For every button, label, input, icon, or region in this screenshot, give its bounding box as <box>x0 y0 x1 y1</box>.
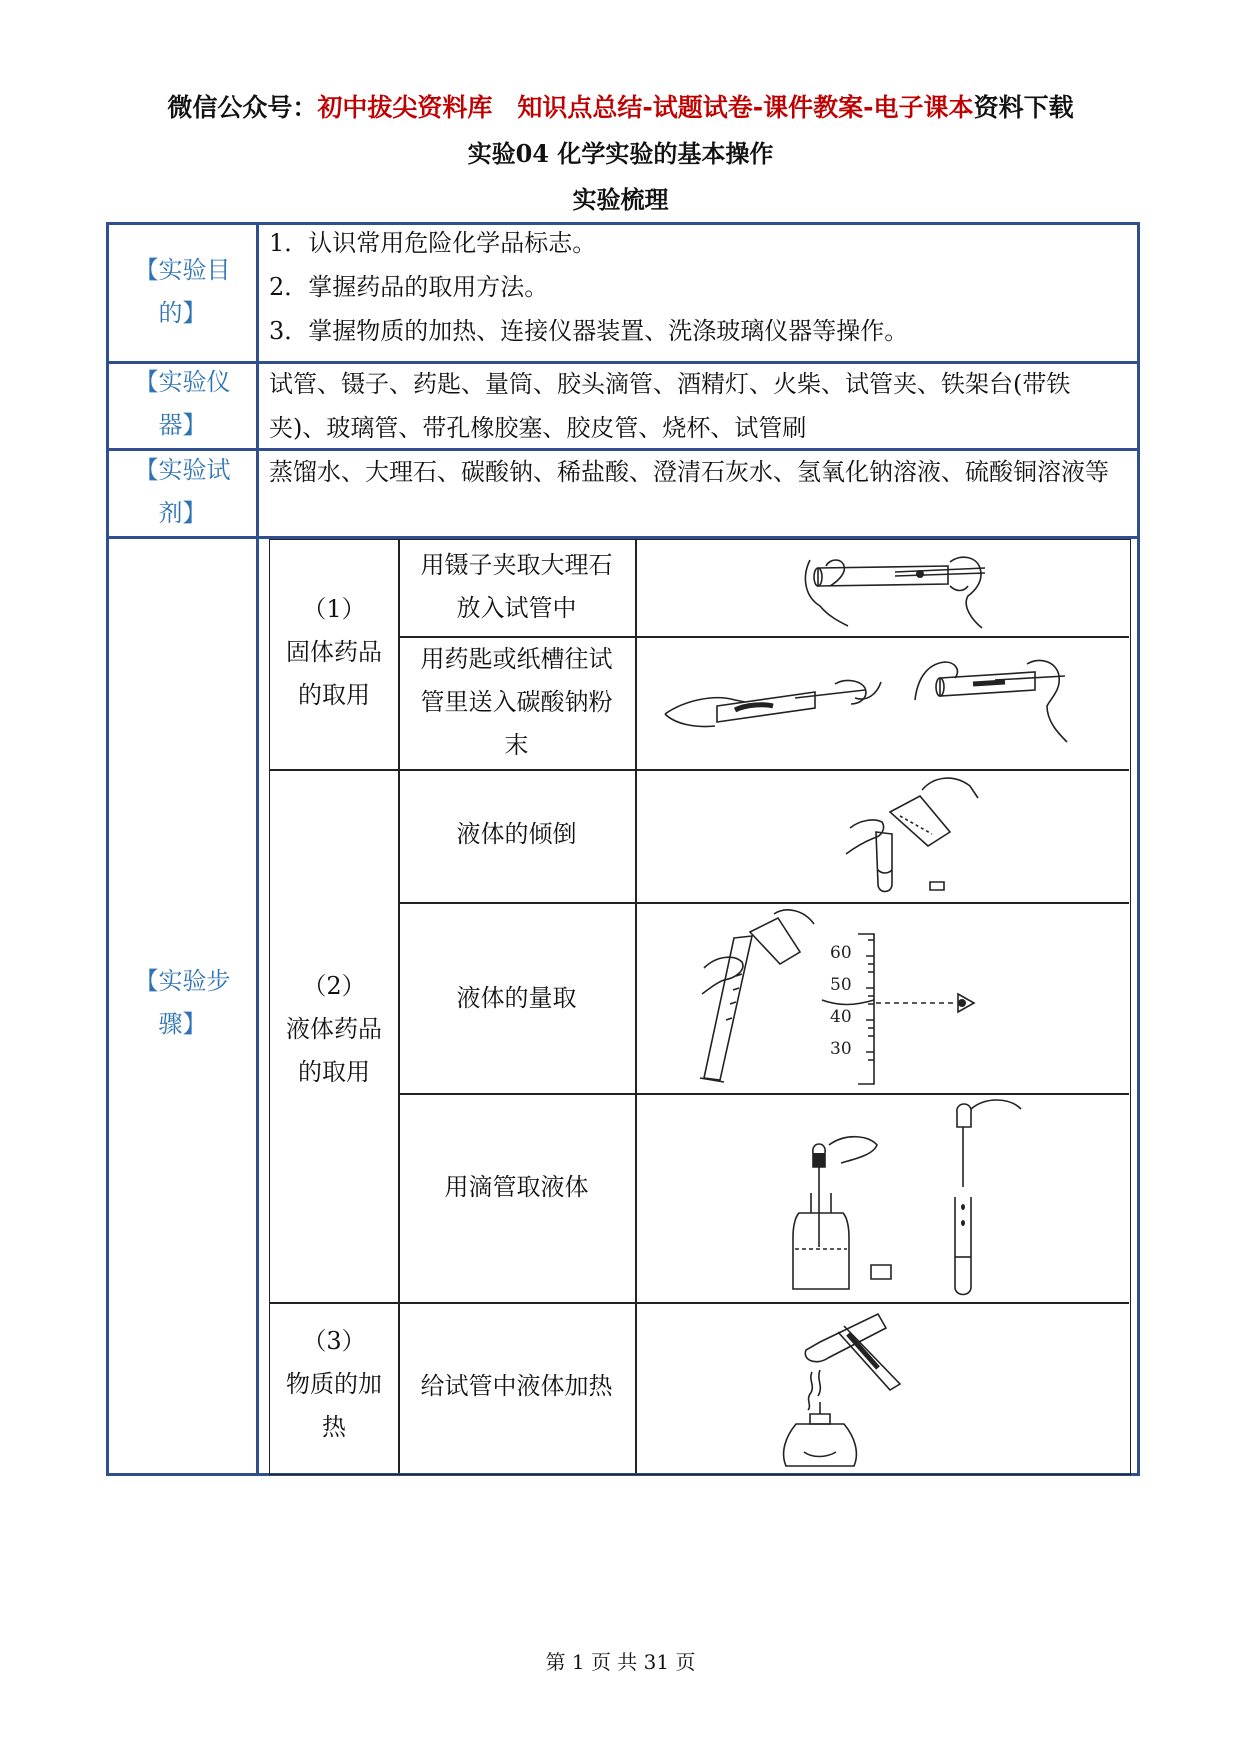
group-divider <box>270 769 1129 771</box>
instruments-label-line2: 器】 <box>158 411 207 439</box>
scale-label: 60 <box>830 943 852 963</box>
group-title-line: 的取用 <box>298 681 370 709</box>
page-title: 实验04 化学实验的基本操作 <box>467 139 774 168</box>
step-text-line: 管里送入碳酸钠粉 <box>420 688 613 716</box>
step-dropper: 用滴管取液体 <box>444 1173 589 1201</box>
purpose-item: 1．认识常用危险化学品标志。 <box>269 229 597 257</box>
group-divider <box>270 1302 1129 1304</box>
instruments-label <box>109 361 256 447</box>
group-title-line: 热 <box>322 1413 346 1441</box>
step-heat-liquid: 给试管中液体加热 <box>420 1372 613 1400</box>
row-divider <box>398 1093 1129 1095</box>
dropper-figure <box>785 1097 1035 1297</box>
group-1-label <box>270 588 398 717</box>
group-title-line: 液体药品 <box>286 1015 382 1043</box>
measure-liquid-figure <box>690 908 990 1088</box>
steps-inner-table <box>269 539 1131 1475</box>
instruments-text: 试管、镊子、药匙、量筒、胶头滴管、酒精灯、火柴、试管夹、铁架台(带铁夹)、玻璃管、带孔橡胶塞、胶皮管、烧杯、试管刷 <box>269 370 1071 442</box>
purpose-label-line2: 的】 <box>158 299 207 327</box>
reagents-label <box>109 449 256 535</box>
steps-label-line1: 【实验步 <box>134 967 231 995</box>
group-title-line: 物质的加 <box>286 1370 382 1398</box>
group-num: （2） <box>302 972 366 1000</box>
experiment-table <box>106 222 1140 1476</box>
section-subtitle: 实验梳理 <box>572 185 669 214</box>
reagents-label-line2: 剂】 <box>158 499 207 527</box>
page-footer: 第 1 页 共 31 页 <box>545 1650 696 1674</box>
instruments-label-line1: 【实验仪 <box>134 368 231 396</box>
scale-label: 50 <box>830 975 852 995</box>
tweezers-marble-figure <box>800 546 1000 630</box>
step-measure-liquid: 液体的量取 <box>456 984 577 1012</box>
step-text-line: 末 <box>504 731 529 759</box>
reagents-text: 蒸馏水、大理石、碳酸钠、稀盐酸、澄清石灰水、氢氧化钠溶液、硫酸铜溶液等 <box>269 458 1109 486</box>
reagents-label-line1: 【实验试 <box>134 456 231 484</box>
group-num: （1） <box>302 595 366 623</box>
scale-label: 30 <box>830 1039 852 1059</box>
purpose-item: 2．掌握药品的取用方法。 <box>269 273 549 301</box>
step-pour-liquid: 液体的倾倒 <box>456 820 577 848</box>
header-banner <box>0 88 1241 124</box>
banner-prefix: 微信公众号： <box>167 93 318 122</box>
inner-col-divider <box>635 540 637 1473</box>
step-spoon-powder <box>398 638 635 767</box>
purpose-list <box>269 221 1127 353</box>
heating-figure <box>760 1306 940 1472</box>
steps-label <box>109 960 256 1046</box>
step-text-line: 用药匙或纸槽往试 <box>420 645 613 673</box>
purpose-label-line1: 【实验目 <box>134 256 231 284</box>
purpose-label <box>109 249 256 335</box>
purpose-item: 3．掌握物质的加热、连接仪器装置、洗涤玻璃仪器等操作。 <box>269 317 909 345</box>
group-3-label <box>270 1320 398 1449</box>
step-tweezers-marble <box>398 544 635 630</box>
step-text-line: 用镊子夹取大理石 <box>420 551 613 579</box>
scale-label: 40 <box>830 1007 852 1027</box>
group-num: （3） <box>302 1327 366 1355</box>
row-divider <box>398 902 1129 904</box>
banner-suffix: 资料下载 <box>973 93 1074 122</box>
group-title-line: 固体药品 <box>286 638 382 666</box>
group-title-line: 的取用 <box>298 1058 370 1086</box>
spoon-powder-figure <box>655 642 1115 764</box>
step-text-line: 放入试管中 <box>456 594 577 622</box>
banner-highlight: 初中拔尖资料库 知识点总结-试题试卷-课件教案-电子课本 <box>317 93 974 122</box>
column-divider <box>256 225 259 1473</box>
steps-label-line2: 骤】 <box>158 1010 207 1038</box>
pour-liquid-figure <box>830 772 980 898</box>
group-2-label <box>270 965 398 1094</box>
